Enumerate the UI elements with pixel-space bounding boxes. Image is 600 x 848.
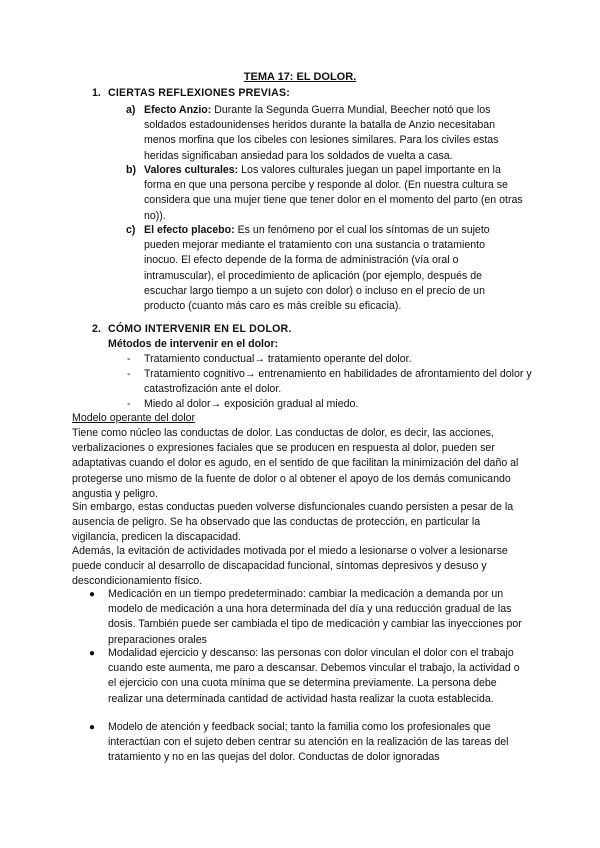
item-c-term: El efecto placebo:	[144, 224, 235, 236]
section-2-number: 2.	[92, 323, 101, 335]
bullet-2-marker: ●	[89, 648, 96, 659]
item-a-body: Durante la Segunda Guerra Mundial, Beecher notó que los soldados estadounidenses heridos durante la batalla de Anzio necesitaban menos morfina que los cibeles con lesiones similares. Para los civiles estas heridas significaban ansiedad para los soldados de vuelta a casa.	[144, 104, 499, 162]
item-b-body: Los valores culturales juegan un papel importante en la forma en que una persona percibe y responde al dolor. (En nuestra cultura se considera que una mujer tiene que tener dolor en el momento del parto (en otras no)).	[144, 164, 523, 222]
bullet-1-marker: ●	[89, 589, 96, 600]
item-a-term: Efecto Anzio:	[144, 104, 212, 116]
method-2-marker: -	[127, 368, 131, 380]
item-c-body: Es un fenómeno por el cual los síntomas de un sujeto pueden mejorar mediante el tratamiento con una sustancia o tratamiento inocuo. El efecto depende de la forma de administración (vía oral o intramuscular), el procedimiento de aplicación (por ejemplo, después de escuchar largo tiempo a un sujeto con dolor) o incluso en el precio de un producto (cuanto más caro es más creíble su eficacia).	[144, 224, 490, 313]
document-title: TEMA 17: EL DOLOR.	[243, 71, 357, 83]
bullet-2-text: Modalidad ejercicio y descanso: las personas con dolor vinculan el dolor con el trabajo cuando este aumenta, me paro a descansar. Debemos vincular el trabajo, la actividad o el ejercicio con una cuota mínima que se determina previamente. La persona debe realizar una determinada cantidad de actividad hasta realizar la cuota establecida.	[108, 647, 520, 705]
item-a-marker: a)	[126, 104, 136, 116]
method-2-text: Tratamiento cognitivo→ entrenamiento en habilidades de afrontamiento del dolor y catastrofización ante el dolor.	[144, 368, 532, 396]
section-1-heading: CIERTAS REFLEXIONES PREVIAS:	[108, 87, 290, 99]
item-b-text	[144, 163, 526, 224]
operant-paragraph-1: Tiene como núcleo las conductas de dolor. Las conductas de dolor, es decir, las acciones, verbalizaciones o expresiones faciales que se producen en respuesta al dolor, pueden ser adaptativas cuando el dolor es agudo, en el sentido de que facilitan la minimización del daño al protegerse uno mismo de la fuente de dolor o al obtener el apoyo de los demás comunicando angustia y peligro.	[72, 427, 519, 500]
method-3-text: Miedo al dolor→ exposición gradual al miedo.	[144, 398, 359, 410]
item-c-marker: c)	[126, 224, 136, 236]
section-2-subheading: Métodos de intervenir en el dolor:	[108, 338, 279, 350]
item-b-term: Valores culturales:	[144, 164, 239, 176]
method-3-marker: -	[127, 398, 131, 410]
bullet-1-text: Medicación en un tiempo predeterminado: cambiar la medicación a demanda por un modelo de medicación a una hora determinada del día y una reducción gradual de las dosis. También puede ser cambiada el tipo de medicación y cambiar las inyecciones por preparaciones orales	[108, 588, 522, 646]
operant-paragraph-2: Sin embargo, estas conductas pueden volverse disfuncionales cuando persisten a pesar de la ausencia de peligro. Se ha observado que las conductas de protección, en particular la vigilancia, predicen la discapacidad.	[72, 501, 514, 544]
method-1-text: Tratamiento conductual→ tratamiento operante del dolor.	[144, 353, 412, 365]
item-c-text	[144, 223, 518, 314]
method-1-marker: -	[127, 353, 131, 365]
section-1-number: 1.	[92, 87, 101, 99]
item-a-text	[144, 103, 520, 164]
operant-model-heading: Modelo operante del dolor	[72, 412, 196, 424]
section-2-heading: CÓMO INTERVENIR EN EL DOLOR.	[108, 323, 292, 335]
bullet-3-text: Modelo de atención y feedback social; tanto la familia como los profesionales que interactúan con el sujeto deben centrar su atención en la realización de las tareas del tratamiento y no en las quejas del dolor. Conductas de dolor ignoradas	[108, 721, 509, 764]
operant-paragraph-3: Además, la evitación de actividades motivada por el miedo a lesionarse o volver a lesionarse puede conducir al desarrollo de discapacidad funcional, síntomas depresivos y desuso y descondicionamiento físico.	[72, 545, 508, 588]
item-b-marker: b)	[126, 164, 136, 176]
bullet-3-marker: ●	[89, 722, 96, 733]
